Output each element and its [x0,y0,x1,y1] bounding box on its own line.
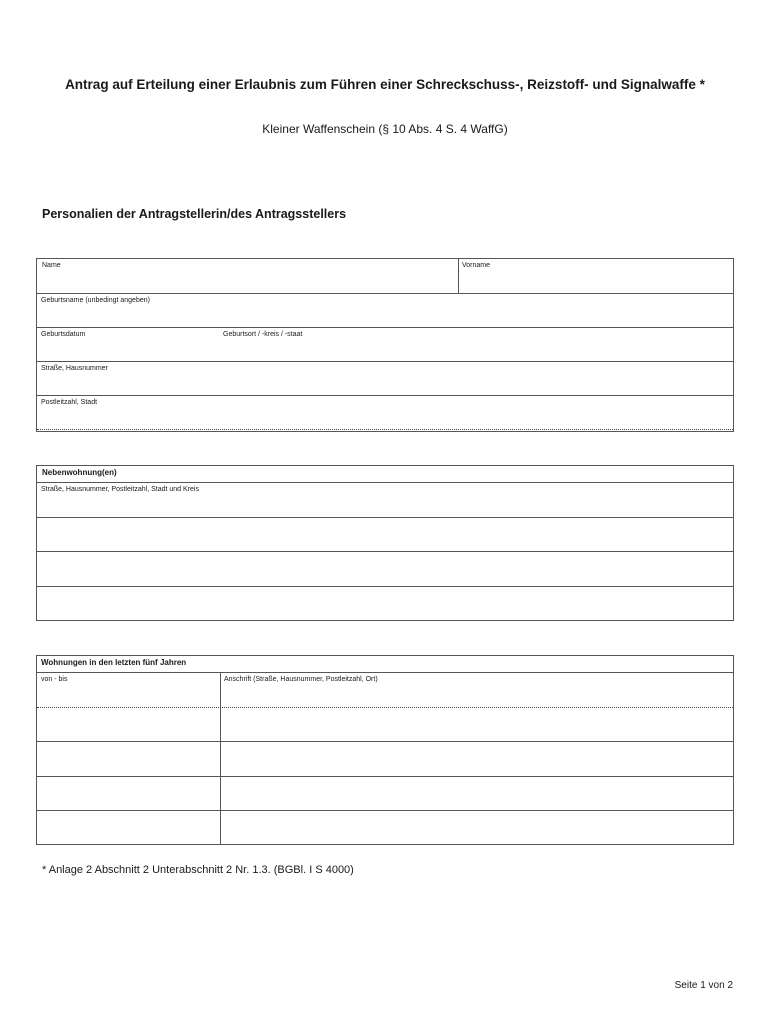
history-row-4 [37,811,733,845]
neben-row-4 [37,587,733,621]
von-bis-label: von - bis [41,676,68,683]
vorname-field[interactable] [459,271,733,293]
geburtsdatum-field[interactable] [37,340,219,361]
geburtsdatum-row [37,328,733,362]
geburtsname-label: Geburtsname (unbedingt angeben) [41,297,150,304]
name-field[interactable] [37,271,456,293]
strasse-label: Straße, Hausnummer [41,365,108,372]
geburtsort-field[interactable] [221,340,733,361]
history-von-bis-field-1[interactable] [37,708,219,741]
strasse-row [37,362,733,396]
history-von-bis-field-3[interactable] [37,777,219,810]
history-von-bis-field-4[interactable] [37,811,219,845]
plz-label: Postleitzahl, Stadt [41,399,98,406]
personal-section-heading: Personalien der Antragstellerin/des Antragsstellers [42,207,347,221]
history-box [36,655,734,845]
strasse-field[interactable] [37,374,733,395]
history-row-2 [37,742,733,777]
vorname-label: Vorname [462,262,491,269]
neben-field-3[interactable] [37,552,733,586]
anschrift-label: Anschrift (Straße, Hausnummer, Postleitzahl, Ort) [224,676,378,683]
geburtsname-field[interactable] [37,306,733,327]
neben-address-label: Straße, Hausnummer, Postleitzahl, Stadt und Kreis [41,486,199,493]
plz-field[interactable] [37,408,733,429]
footnote: * Anlage 2 Abschnitt 2 Unterabschnitt 2 Nr. 1.3. (BGBl. I S 4000) [42,864,354,876]
neben-field-4[interactable] [37,587,733,621]
form-subtitle: Kleiner Waffenschein (§ 10 Abs. 4 S. 4 WaffG) [262,122,508,136]
history-divider [220,673,221,707]
plz-row [37,396,733,430]
neben-header-row [37,466,733,483]
name-row [37,259,733,294]
geburtsdatum-label: Geburtsdatum [41,331,86,338]
history-von-bis-field-2[interactable] [37,742,219,776]
neben-row-2 [37,518,733,552]
neben-row-1 [37,483,733,518]
history-anschrift-field-2[interactable] [221,742,733,776]
geburtsname-row [37,294,733,328]
page-number: Seite 1 von 2 [674,980,733,991]
neben-box [36,465,734,621]
history-anschrift-field-1[interactable] [221,708,733,741]
name-label: Name [42,262,61,269]
neben-row-3 [37,552,733,587]
history-anschrift-field-3[interactable] [221,777,733,810]
neben-heading: Nebenwohnung(en) [42,468,117,477]
history-row-3 [37,777,733,811]
history-heading: Wohnungen in den letzten fünf Jahren [41,658,187,667]
personal-data-box [36,258,734,432]
history-row-1 [37,708,733,742]
history-header-row [37,656,733,673]
history-labels-row [37,673,733,708]
neben-field-2[interactable] [37,518,733,551]
geburtsort-label: Geburtsort / -kreis / -staat [223,331,303,338]
form-title: Antrag auf Erteilung einer Erlaubnis zum Führen einer Schreckschuss-, Reizstoff- und Signalwaffe * [65,77,705,92]
history-anschrift-field-4[interactable] [221,811,733,845]
neben-field-1[interactable] [37,495,733,517]
